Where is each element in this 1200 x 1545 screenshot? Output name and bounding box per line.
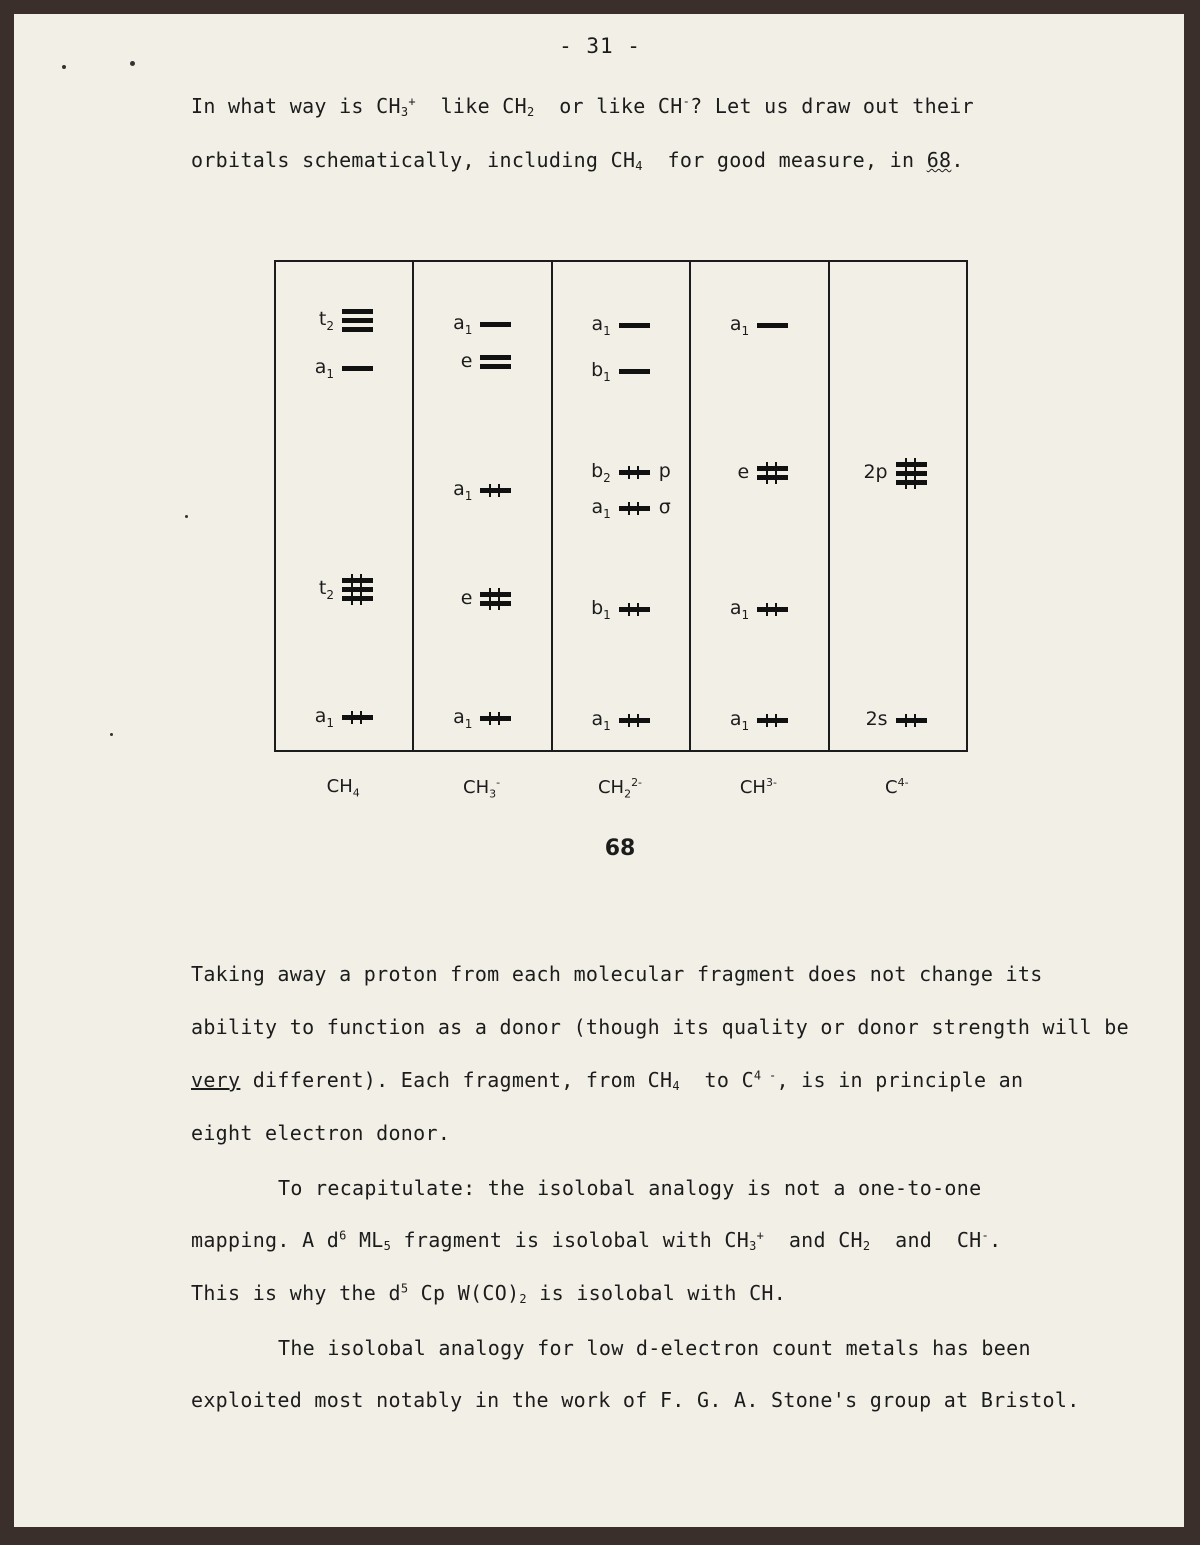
intro-line-1: In what way is $CH_3^+$ like $CH_2$ or like CH-? Let us draw out their bbox=[191, 94, 974, 119]
paper-speck bbox=[110, 733, 113, 736]
electron-marker bbox=[637, 502, 639, 515]
electron-marker bbox=[766, 714, 768, 727]
orbital-label: e bbox=[460, 587, 473, 609]
orbital-label: e bbox=[737, 461, 750, 483]
column-divider bbox=[828, 262, 830, 750]
electron-marker bbox=[914, 458, 916, 489]
orbital-level bbox=[619, 369, 650, 374]
electron-marker bbox=[498, 588, 500, 610]
electron-marker bbox=[775, 462, 777, 484]
para1-line-2: ability to function as a donor (though its quality or donor strength will be bbox=[191, 1015, 1129, 1039]
fragment-label: $CH_3^-$ bbox=[463, 776, 501, 801]
electron-marker bbox=[766, 462, 768, 484]
orbital-label: e bbox=[460, 350, 473, 372]
intro-line-2: orbitals schematically, including $CH_4$ for good measure, in 68. bbox=[191, 148, 964, 173]
orbital-label: $b_1$ bbox=[591, 359, 611, 384]
orbital-level bbox=[619, 323, 650, 328]
paper-speck bbox=[62, 65, 66, 69]
orbital-label: $a_1$ bbox=[453, 478, 473, 503]
orbital-level bbox=[757, 718, 788, 723]
fragment-label: $CH_2^{2-}$ bbox=[597, 776, 643, 801]
orbital-label: $b_1$ bbox=[591, 597, 611, 622]
orbital-level bbox=[757, 607, 788, 612]
orbital-level bbox=[896, 480, 927, 485]
orbital-character-label: σ bbox=[658, 496, 671, 518]
electron-marker bbox=[637, 714, 639, 727]
orbital-level bbox=[342, 587, 373, 592]
electron-marker bbox=[351, 711, 353, 724]
column-divider bbox=[551, 262, 553, 750]
orbital-label: $t_2$ bbox=[318, 577, 334, 602]
electron-marker bbox=[628, 466, 630, 479]
electron-marker bbox=[775, 603, 777, 616]
orbital-label: $a_1$ bbox=[453, 312, 473, 337]
orbital-label: 2p bbox=[863, 461, 888, 483]
orbital-level bbox=[480, 592, 511, 597]
para3-line-1: The isolobal analogy for low d-electron count metals has been bbox=[278, 1336, 1031, 1360]
electron-marker bbox=[351, 574, 353, 605]
orbital-label: $a_1$ bbox=[314, 356, 334, 381]
orbital-diagram bbox=[274, 260, 968, 752]
electron-marker bbox=[637, 466, 639, 479]
para1-line-3: very different). Each fragment, from $CH_4$ to $C^{4 -}$, is in principle an bbox=[191, 1068, 1024, 1093]
para1-line-1: Taking away a proton from each molecular fragment does not change its bbox=[191, 962, 1043, 986]
orbital-level bbox=[342, 327, 373, 332]
emphasis-very: very bbox=[191, 1068, 241, 1092]
para1-line-4: eight electron donor. bbox=[191, 1121, 451, 1145]
para2-line-1: To recapitulate: the isolobal analogy is not a one-to-one bbox=[278, 1176, 982, 1200]
orbital-level bbox=[480, 322, 511, 327]
electron-marker bbox=[360, 574, 362, 605]
electron-marker bbox=[489, 712, 491, 725]
orbital-level bbox=[757, 323, 788, 328]
electron-marker bbox=[628, 714, 630, 727]
orbital-label: 2s bbox=[865, 708, 888, 730]
orbital-level bbox=[619, 506, 650, 511]
electron-marker bbox=[775, 714, 777, 727]
fragment-label: $CH_4$ bbox=[326, 776, 360, 800]
orbital-level bbox=[480, 355, 511, 360]
paper-speck bbox=[185, 515, 188, 518]
orbital-level bbox=[480, 601, 511, 606]
orbital-level bbox=[896, 718, 927, 723]
electron-marker bbox=[905, 714, 907, 727]
orbital-label: $a_1$ bbox=[729, 708, 750, 733]
orbital-level bbox=[619, 470, 650, 475]
figure-reference: 68 bbox=[926, 148, 952, 172]
electron-marker bbox=[360, 711, 362, 724]
column-divider bbox=[412, 262, 414, 750]
orbital-level bbox=[896, 471, 927, 476]
orbital-level bbox=[342, 318, 373, 323]
orbital-level bbox=[480, 488, 511, 493]
orbital-level bbox=[896, 462, 927, 467]
orbital-level bbox=[619, 607, 650, 612]
orbital-label: $a_1$ bbox=[729, 597, 750, 622]
electron-marker bbox=[905, 458, 907, 489]
fragment-label: $CH^{3-}$ bbox=[739, 776, 777, 798]
electron-marker bbox=[766, 603, 768, 616]
para2-line-2: mapping. A $d^6$ $ML_5$ fragment is isolobal with $CH_3^+$ and $CH_2$ and CH-. bbox=[191, 1228, 1002, 1253]
orbital-level bbox=[480, 364, 511, 369]
orbital-label: $t_2$ bbox=[318, 308, 334, 333]
orbital-level bbox=[757, 466, 788, 471]
electron-marker bbox=[914, 714, 916, 727]
fragment-label: $C^{4-}$ bbox=[885, 776, 909, 798]
electron-marker bbox=[498, 484, 500, 497]
orbital-label: $a_1$ bbox=[314, 705, 334, 730]
para3-line-2: exploited most notably in the work of F. G. A. Stone's group at Bristol. bbox=[191, 1388, 1080, 1412]
orbital-label: $a_1$ bbox=[453, 706, 473, 731]
page-number: - 31 - bbox=[559, 34, 641, 58]
electron-marker bbox=[498, 712, 500, 725]
paper-speck bbox=[130, 61, 135, 66]
electron-marker bbox=[489, 588, 491, 610]
orbital-level bbox=[342, 596, 373, 601]
electron-marker bbox=[637, 603, 639, 616]
para2-line-3: This is why the $d^5$ Cp $W(CO)_2$ is isolobal with CH. bbox=[191, 1281, 787, 1306]
electron-marker bbox=[489, 484, 491, 497]
orbital-label: $a_1$ bbox=[591, 708, 611, 733]
orbital-level bbox=[342, 309, 373, 314]
orbital-level bbox=[342, 715, 373, 720]
orbital-label: $a_1$ bbox=[729, 313, 750, 338]
orbital-level bbox=[342, 366, 373, 371]
orbital-level bbox=[619, 718, 650, 723]
figure-number: 68 bbox=[604, 836, 636, 861]
column-divider bbox=[689, 262, 691, 750]
electron-marker bbox=[628, 502, 630, 515]
orbital-label: $a_1$ bbox=[591, 496, 611, 521]
orbital-level bbox=[480, 716, 511, 721]
orbital-label: $b_2$ bbox=[591, 460, 611, 485]
orbital-character-label: p bbox=[658, 460, 671, 482]
orbital-level bbox=[342, 578, 373, 583]
electron-marker bbox=[628, 603, 630, 616]
orbital-label: $a_1$ bbox=[591, 313, 611, 338]
orbital-level bbox=[757, 475, 788, 480]
